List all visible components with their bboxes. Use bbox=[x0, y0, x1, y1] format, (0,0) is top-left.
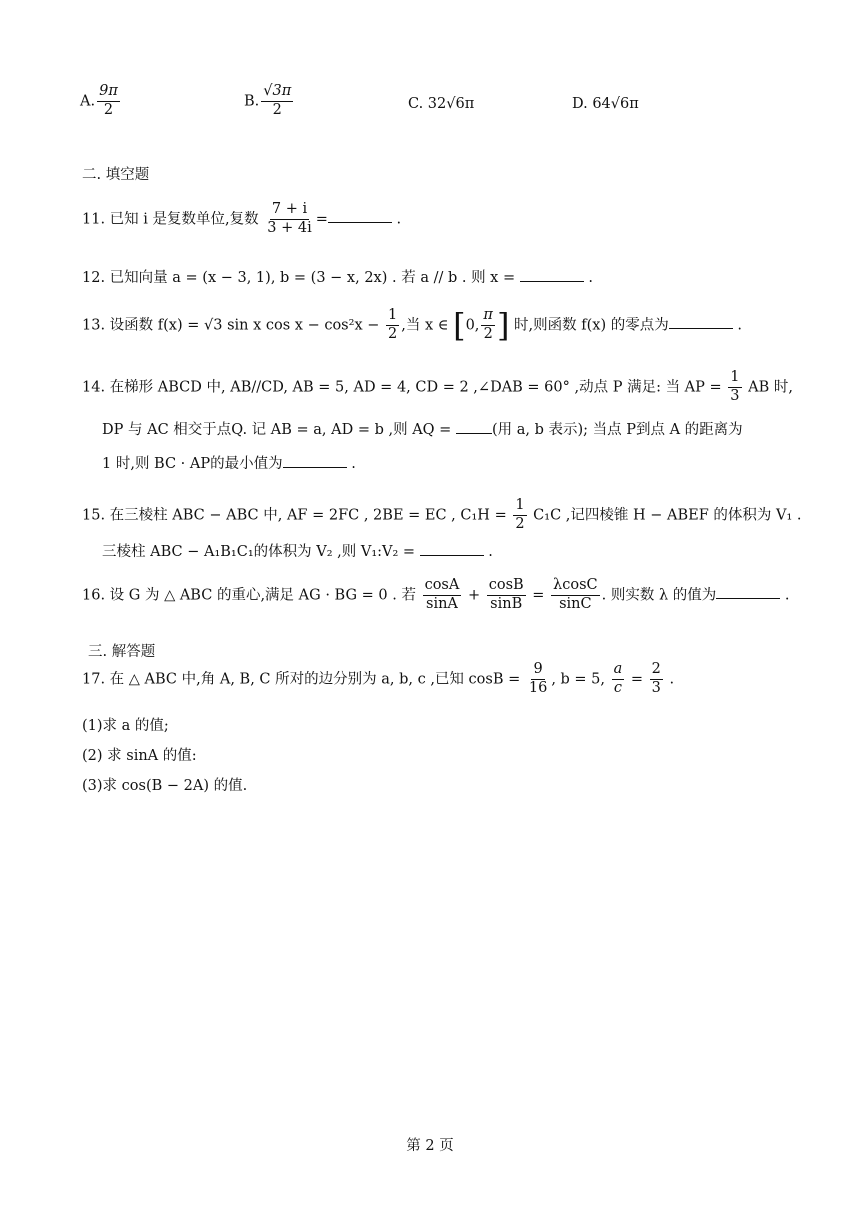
q16-frac-2 bbox=[487, 578, 526, 613]
q14-line1a: 14. 在梯形 ABCD 中, AB//CD, AB = 5, AD = 4, CD = 2 ,∠DAB = 60° ,动点 P 满足: 当 AP = bbox=[82, 379, 722, 396]
option-c: C. 32√6π bbox=[408, 96, 475, 112]
q14-line2: DP 与 AC 相交于点Q. 记 AB = a, AD = b ,则 AQ = bbox=[102, 422, 452, 438]
q17-text: 17. 在 △ ABC 中,角 A, B, C 所对的边分别为 a, b, c ,已知 cosB = bbox=[82, 671, 521, 688]
q11-den: 3 + 4i bbox=[267, 219, 312, 236]
q11-fraction bbox=[265, 202, 313, 237]
option-a-label: A. bbox=[80, 93, 96, 110]
q13-half-den: 2 bbox=[388, 325, 398, 342]
q16-f1-den: sinA bbox=[426, 595, 458, 612]
answer-blank[interactable] bbox=[520, 269, 584, 282]
q17-f2-num: a bbox=[612, 662, 625, 680]
q16-eq: = bbox=[532, 587, 545, 604]
option-a-den: 2 bbox=[103, 101, 114, 118]
q16-frac-1 bbox=[423, 578, 462, 613]
q16-f3-den: sinC bbox=[559, 595, 592, 612]
q15-line1b: C₁C ,记四棱锥 H − ABEF 的体积为 V₁ . bbox=[533, 507, 802, 524]
answer-blank[interactable] bbox=[716, 586, 780, 599]
option-a bbox=[80, 84, 122, 119]
q13-half bbox=[386, 308, 399, 343]
answer-blank[interactable] bbox=[669, 316, 733, 329]
question-14-line-2 bbox=[102, 418, 743, 439]
q13-interval-den: 2 bbox=[483, 325, 493, 342]
q15-frac-den: 2 bbox=[515, 515, 525, 532]
q14-frac-den: 3 bbox=[730, 387, 740, 404]
q14-line3: 1 时,则 BC · AP的最小值为 bbox=[102, 456, 283, 472]
question-15-line-2: 三棱柱 ABC − A₁B₁C₁的体积为 V₂ ,则 V₁:V₂ = . bbox=[102, 544, 493, 560]
question-13: 13. 设函数 f(x) = √3 sin x cos x − cos²x − $\frac{1}{2}$ ,当 x ∈ [0, $\frac{\pi}{2}$ ] 时,则函数 f(x) 的零点为 . bbox=[82, 306, 742, 345]
q13-text: 13. 设函数 f(x) = √3 sin x cos x − cos²x − bbox=[82, 317, 380, 334]
question-17: 17. 在 △ ABC 中,角 A, B, C 所对的边分别为 a, b, c ,已知 cosB = $\frac{9}{16}$ , b = 5, $\frac{a}{c}$ = $\frac{2}{3}$ . bbox=[82, 661, 675, 696]
q13-interval bbox=[481, 308, 495, 343]
question-16: 16. 设 G 为 △ ABC 的重心,满足 AG · BG = 0 . 若 $\frac{\cos A}{\sin A}$ + $\frac{\cos B}{\sin B}$ = $\frac{\lambda\cos C}{\sin C}$ . 则实数 λ 的值为 . bbox=[82, 577, 790, 612]
q13-mid: ,当 x ∈ bbox=[401, 317, 449, 334]
q13-tail: 时,则函数 f(x) 的零点为 bbox=[514, 317, 669, 334]
q11-equals: = bbox=[315, 211, 328, 228]
q13-half-num: 1 bbox=[386, 308, 399, 326]
q16-f2-den: sinB bbox=[490, 595, 523, 612]
q16-text: 16. 设 G 为 △ ABC 的重心,满足 AG · BG = 0 . 若 bbox=[82, 587, 416, 604]
option-b-num: √3π bbox=[261, 84, 293, 102]
q16-f1-num: cosA bbox=[423, 578, 462, 596]
answer-blank[interactable] bbox=[328, 210, 392, 223]
q16-tail: . 则实数 λ 的值为 bbox=[601, 587, 717, 604]
option-a-num: 9π bbox=[97, 84, 120, 102]
q17-part-2: (2) 求 sinA 的值: bbox=[82, 748, 197, 764]
q17-f2-den: c bbox=[613, 679, 623, 696]
option-b-fraction bbox=[261, 84, 293, 119]
q17-f1-num: 9 bbox=[531, 662, 544, 680]
option-d: D. 64√6π bbox=[572, 96, 639, 112]
q17-f3-num: 2 bbox=[650, 662, 663, 680]
q14-line2b: (用 a, b 表示); 当点 P到点 A 的距离为 bbox=[491, 422, 743, 438]
q16-frac-3 bbox=[551, 578, 600, 613]
q17-frac-2 bbox=[612, 662, 625, 697]
option-b-den: 2 bbox=[272, 101, 282, 118]
section-heading-solve: 三. 解答题 bbox=[88, 644, 156, 660]
section-heading-fill-blank: 二. 填空题 bbox=[82, 167, 150, 183]
option-b bbox=[244, 84, 295, 119]
q17-part-1: (1)求 a 的值; bbox=[82, 718, 169, 734]
q17-frac-3 bbox=[650, 662, 663, 697]
question-15-line-1 bbox=[82, 498, 802, 533]
q15-frac-num: 1 bbox=[513, 498, 526, 516]
q15-line1a: 15. 在三棱柱 ABC − ABC 中, AF = 2FC , 2BE = EC , C₁H = bbox=[82, 507, 507, 524]
answer-blank[interactable] bbox=[420, 543, 484, 556]
q13-interval-num: π bbox=[481, 308, 495, 326]
answer-blank[interactable] bbox=[456, 421, 492, 434]
q11-text: 11. 已知 i 是复数单位,复数 bbox=[82, 211, 259, 228]
question-12: 12. 已知向量 a = (x − 3, 1), b = (3 − x, 2x) . 若 a // b . 则 x = . bbox=[82, 270, 593, 286]
question-11: 11. 已知 i 是复数单位,复数 $\frac{7 + i}{3 + 4i}$ = . bbox=[82, 201, 402, 236]
option-b-label: B. bbox=[244, 93, 260, 110]
question-14-line-1 bbox=[82, 370, 793, 405]
q16-f3-num: λcosC bbox=[551, 578, 600, 596]
q17-part-3: (3)求 cos(B − 2A) 的值. bbox=[82, 778, 248, 794]
q15-fraction bbox=[513, 498, 526, 533]
q12-text: 12. 已知向量 a = (x − 3, 1), b = (3 − x, 2x) . 若 a // b . 则 x = bbox=[82, 270, 516, 286]
q16-plus: + bbox=[467, 587, 481, 604]
answer-blank[interactable] bbox=[283, 455, 347, 468]
q11-num: 7 + i bbox=[270, 202, 309, 220]
option-a-fraction bbox=[97, 84, 120, 119]
q17-frac-1 bbox=[527, 662, 549, 697]
page-number: 第 2 页 bbox=[406, 1138, 454, 1154]
q16-f2-num: cosB bbox=[487, 578, 526, 596]
question-14-line-3: 1 时,则 BC · AP的最小值为 . bbox=[102, 456, 356, 472]
q14-line1b: AB 时, bbox=[748, 379, 793, 396]
q17-f1-den: 16 bbox=[528, 679, 548, 696]
q15-line2: 三棱柱 ABC − A₁B₁C₁的体积为 V₂ ,则 V₁:V₂ = bbox=[102, 544, 416, 560]
q14-fraction bbox=[728, 370, 741, 405]
q17-eq: = bbox=[630, 671, 644, 688]
q14-frac-num: 1 bbox=[728, 370, 741, 388]
q17-mid: , b = 5, bbox=[551, 671, 606, 688]
q17-f3-den: 3 bbox=[651, 679, 661, 696]
